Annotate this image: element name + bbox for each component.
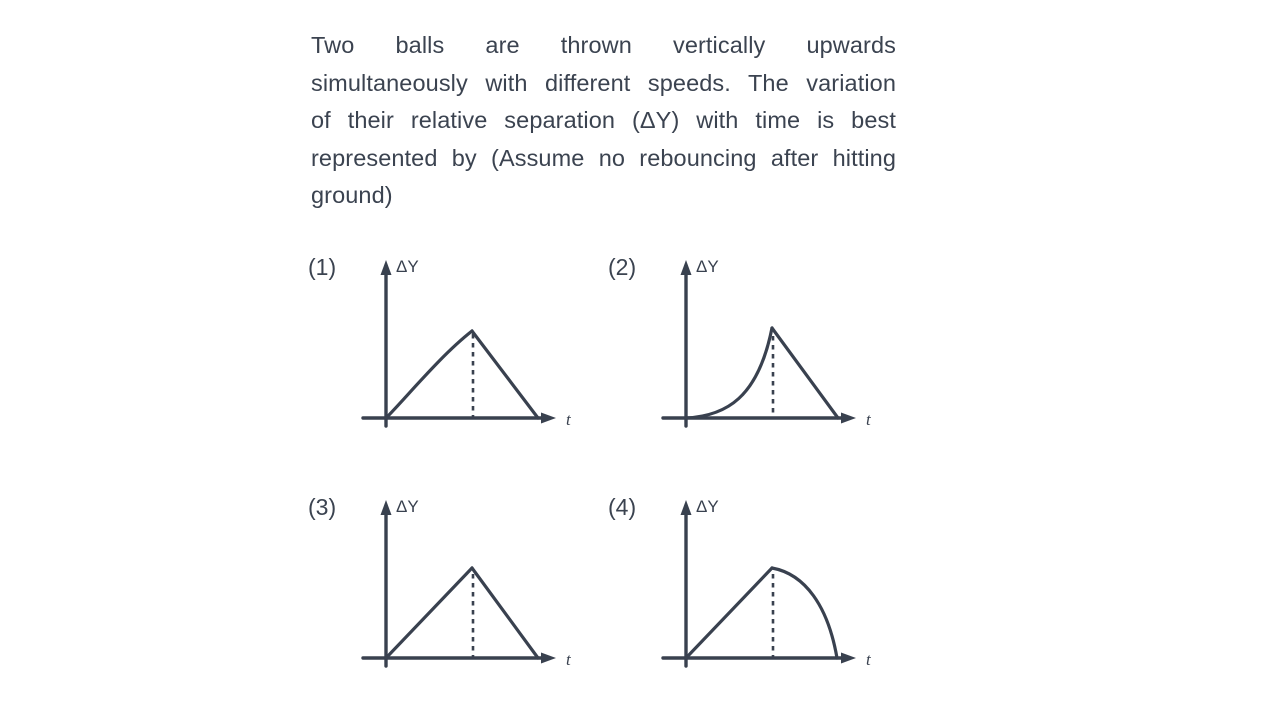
option-2[interactable] [600, 248, 900, 463]
x-axis-label: t [866, 650, 871, 669]
curve-rise [386, 331, 472, 418]
option-4-figure [600, 488, 900, 703]
curve-rise [686, 568, 772, 658]
curve-fall [772, 568, 837, 658]
option-3-figure [300, 488, 600, 703]
option-4[interactable] [600, 488, 900, 703]
option-2-figure [600, 248, 900, 463]
y-axis-arrowhead [681, 260, 692, 275]
option-3[interactable] [300, 488, 600, 703]
question-line-5: ground) [311, 182, 393, 208]
question-line-4: represented by (Assume no rebouncing after hitting [311, 144, 896, 171]
y-axis-label: ΔY [396, 257, 419, 276]
y-axis-label: ΔY [696, 257, 719, 276]
option-1-figure [300, 248, 600, 463]
option-2-number: (2) [608, 254, 637, 280]
option-4-number: (4) [608, 494, 637, 520]
x-axis-label: t [566, 650, 571, 669]
curve-rise [686, 328, 772, 418]
curve-fall [472, 568, 538, 658]
y-axis-label: ΔY [396, 497, 419, 516]
curve-fall [472, 331, 538, 418]
curve-rise [386, 568, 472, 658]
question-line-2: simultaneously with different speeds. The variation [311, 69, 896, 96]
question-line-3: of their relative separation (ΔY) with time is best [311, 107, 896, 133]
option-3-number: (3) [308, 494, 337, 520]
x-axis-label: t [866, 410, 871, 429]
curve-fall [772, 328, 838, 418]
y-axis-arrowhead [381, 260, 392, 275]
option-1[interactable] [300, 248, 600, 463]
option-1-number: (1) [308, 254, 337, 280]
x-axis-arrowhead [541, 413, 556, 424]
y-axis-arrowhead [681, 500, 692, 515]
question-line-1: Two balls are thrown vertically upwards [311, 32, 896, 58]
y-axis-label: ΔY [696, 497, 719, 516]
y-axis-arrowhead [381, 500, 392, 515]
question-text [311, 27, 896, 215]
x-axis-arrowhead [541, 653, 556, 664]
x-axis-arrowhead [841, 653, 856, 664]
x-axis-label: t [566, 410, 571, 429]
x-axis-arrowhead [841, 413, 856, 424]
